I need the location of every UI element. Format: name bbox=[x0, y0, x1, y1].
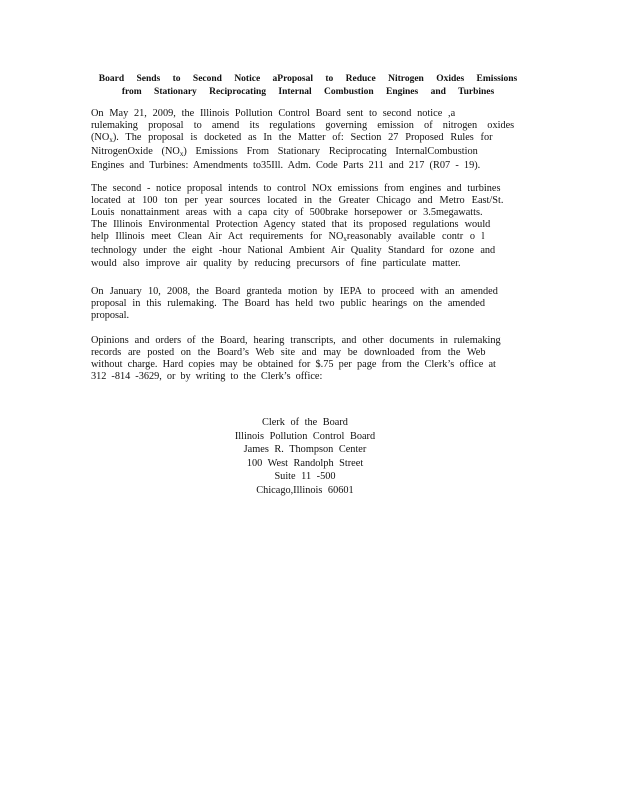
title-line-2: from Stationary Reciprocating Internal Combustion Engines and Turbines bbox=[121, 87, 495, 97]
paragraph-line: records are posted on the Board’s Web site and may be downloaded from the Web bbox=[91, 347, 486, 359]
clerk-address bbox=[200, 416, 410, 498]
text-segment: (NO bbox=[91, 132, 110, 144]
paragraph-line: On January 10, 2008, the Board granteda motion by IEPA to proceed with an amended bbox=[91, 286, 498, 297]
paragraph-line: proposal in this rulemaking. The Board has held two public hearings on the amended bbox=[91, 298, 486, 310]
address-line: Clerk of the Board bbox=[262, 417, 348, 428]
text-segment: help Illinois meet Clean Air Act requirements for NO bbox=[91, 231, 344, 243]
paragraph-line: located at 100 ton per year sources located in the Greater Chicago and Metro East/St. bbox=[91, 195, 504, 207]
document-title bbox=[98, 73, 518, 99]
paragraph-line: The second - notice proposal intends to control NOx emissions from engines and turbines bbox=[91, 183, 501, 194]
paragraph-line: 312 -814 -3629, or by writing to the Clerk’s office: bbox=[91, 371, 323, 383]
paragraph-line: would also improve air quality by reducing precursors of fine particulate matter. bbox=[91, 257, 461, 269]
paragraph-line: Engines and Turbines: Amendments to35Ill. Adm. Code Parts 211 and 217 (R07 - 19). bbox=[91, 160, 481, 172]
text-segment: ) Emissions From Stationary Reciprocating InternalCombustion bbox=[183, 146, 478, 158]
address-line: James R. Thompson Center bbox=[243, 444, 367, 456]
paragraph-line: Louis nonattainment areas with a capa city of 500brake horsepower or 3.5megawatts. bbox=[91, 207, 483, 219]
paragraph-announcement bbox=[91, 108, 521, 172]
paragraph-line: The Illinois Environmental Protection Agency stated that its proposed regulations would bbox=[91, 219, 491, 231]
text-segment: reasonably available contr o l bbox=[346, 231, 485, 243]
subscript: x bbox=[179, 150, 184, 159]
paragraph-line: proposal. bbox=[91, 310, 130, 322]
paragraph-line: without charge. Hard copies may be obtained for $.75 per page from the Clerk’s office at bbox=[91, 359, 496, 371]
paragraph-line bbox=[91, 146, 521, 160]
paragraph-line: Opinions and orders of the Board, hearing transcripts, and other documents in rulemaking bbox=[91, 335, 501, 346]
text-segment: ). The proposal is docketed as In the Matter of: Section 27 Proposed Rules for bbox=[112, 132, 493, 144]
paragraph-line: technology under the eight -hour National Ambient Air Quality Standard for ozone and bbox=[91, 245, 496, 257]
subscript: x bbox=[109, 136, 113, 145]
address-line: Chicago,Illinois 60601 bbox=[256, 484, 354, 496]
address-line: Suite 11 -500 bbox=[274, 471, 336, 483]
subscript: x bbox=[343, 235, 347, 244]
paragraph-line bbox=[91, 231, 521, 245]
paragraph-motion bbox=[91, 286, 521, 322]
title-line-1: Board Sends to Second Notice aProposal to Reduce Nitrogen Oxides Emissions bbox=[98, 74, 518, 84]
paragraph-proposal-scope bbox=[91, 183, 521, 270]
text-segment: NitrogenOxide (NO bbox=[91, 146, 180, 158]
paragraph-line: rulemaking proposal to amend its regulations governing emission of nitrogen oxides bbox=[91, 120, 515, 132]
address-line: 100 West Randolph Street bbox=[246, 457, 364, 469]
address-line: Illinois Pollution Control Board bbox=[234, 430, 376, 442]
paragraph-documents bbox=[91, 335, 521, 383]
paragraph-line: On May 21, 2009, the Illinois Pollution Control Board sent to second notice ,a bbox=[91, 108, 456, 119]
paragraph-line bbox=[91, 132, 521, 146]
